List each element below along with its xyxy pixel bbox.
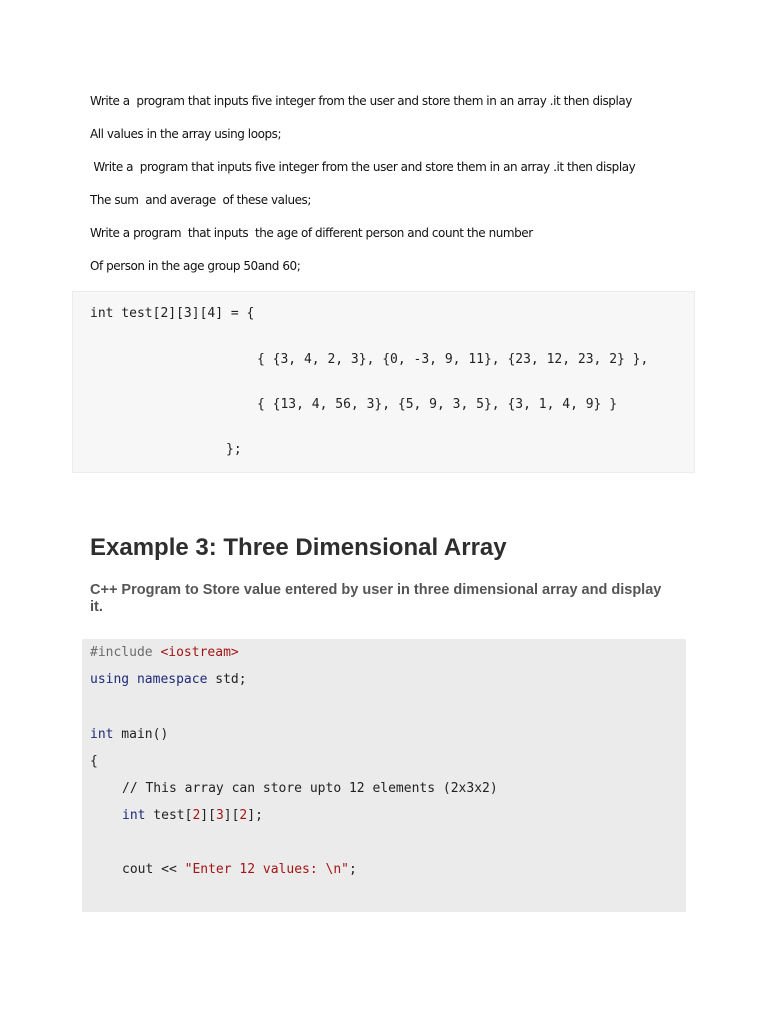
section-subtitle: C++ Program to Store value entered by user in three dimensional array and display it.	[90, 582, 662, 615]
preprocessor-directive: #include	[90, 645, 153, 660]
code-line-using	[90, 672, 247, 687]
code-line: int test[2][3][4] = {	[90, 306, 255, 321]
keyword: using	[90, 672, 130, 687]
code-comment: // This array can store upto 12 elements (2x3x2)	[122, 781, 498, 796]
code-text: std;	[207, 672, 247, 687]
paragraph-line: Write a program that inputs the age of different person and count the number	[90, 226, 533, 240]
number-literal: 2	[239, 808, 248, 823]
code-text: ][	[223, 808, 240, 823]
paragraph-line: Write a program that inputs five integer from the user and store them in an array .it then display	[90, 94, 632, 108]
paragraph-line: Write a program that inputs five integer from the user and store them in an array .it then display	[90, 160, 636, 174]
keyword: int	[90, 727, 114, 742]
code-line-declaration	[122, 808, 263, 823]
keyword: namespace	[136, 672, 208, 687]
code-line: { {13, 4, 56, 3}, {5, 9, 3, 5}, {3, 1, 4, 9} }	[257, 397, 618, 412]
code-text: ;	[349, 862, 357, 877]
code-text: test[	[145, 808, 193, 823]
number-literal: 3	[215, 808, 224, 823]
section-heading: Example 3: Three Dimensional Array	[90, 534, 507, 561]
number-literal: 2	[192, 808, 201, 823]
paragraph-line: All values in the array using loops;	[90, 127, 282, 141]
array-init-code-block	[72, 291, 695, 473]
code-text: cout <<	[122, 862, 185, 877]
string-literal: "Enter 12 values: \n"	[184, 862, 349, 877]
code-text: ];	[247, 808, 263, 823]
code-text: main()	[113, 727, 169, 742]
code-line-brace: {	[90, 754, 98, 769]
code-line-main	[90, 727, 168, 742]
keyword: int	[122, 808, 146, 823]
cpp-program-code-block	[82, 639, 686, 912]
paragraph-line: Of person in the age group 50and 60;	[90, 259, 301, 273]
code-text: ][	[200, 808, 216, 823]
code-line: };	[226, 442, 242, 457]
code-line-include	[90, 645, 239, 660]
include-header: <iostream>	[160, 645, 239, 660]
code-line-cout	[122, 862, 357, 877]
paragraph-line: The sum and average of these values;	[90, 193, 311, 207]
code-line: { {3, 4, 2, 3}, {0, -3, 9, 11}, {23, 12, 23, 2} },	[257, 352, 649, 367]
